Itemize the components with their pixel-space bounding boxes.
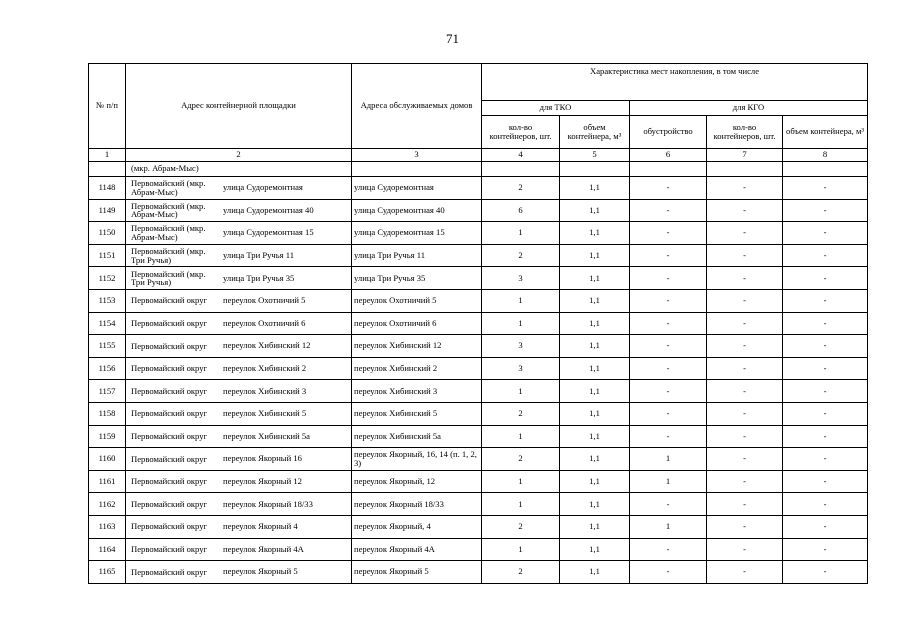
kgo-arrangement: - bbox=[630, 335, 707, 358]
tko-volume: 1,1 bbox=[560, 515, 630, 538]
address-cell bbox=[126, 425, 352, 448]
street-address: переулок Якорный 12 bbox=[223, 476, 302, 486]
column-number: 6 bbox=[630, 149, 707, 162]
column-number: 7 bbox=[707, 149, 783, 162]
district-label: (мкр. Абрам-Мыс) bbox=[131, 163, 199, 174]
address-cell bbox=[126, 177, 352, 200]
page-number: 71 bbox=[446, 31, 459, 46]
street-address: улица Три Ручья 35 bbox=[223, 272, 295, 283]
row-number: 1153 bbox=[89, 289, 126, 312]
tko-volume: 1,1 bbox=[560, 493, 630, 516]
kgo-count: - bbox=[707, 335, 783, 358]
district-label: Первомайский округ bbox=[131, 431, 208, 442]
tko-count: 1 bbox=[482, 538, 560, 561]
row-number: 1154 bbox=[89, 312, 126, 335]
kgo-count: - bbox=[707, 177, 783, 200]
street-address: переулок Якорный 5 bbox=[223, 566, 298, 577]
tko-count: 2 bbox=[482, 561, 560, 584]
row-number: 1158 bbox=[89, 402, 126, 425]
district-label: Первомайский округ bbox=[131, 408, 208, 419]
district-label: Первомайский округ bbox=[131, 566, 208, 577]
kgo-volume: - bbox=[783, 402, 868, 425]
table-row bbox=[89, 561, 868, 584]
district-label: Первомайский (мкр. Три Ручья) bbox=[131, 245, 206, 265]
row-number: 1163 bbox=[89, 515, 126, 538]
row-number: 1151 bbox=[89, 244, 126, 267]
kgo-count: - bbox=[707, 448, 783, 471]
kgo-count: - bbox=[707, 380, 783, 403]
kgo-count: - bbox=[707, 561, 783, 584]
kgo-volume: - bbox=[783, 222, 868, 245]
table-row bbox=[89, 493, 868, 516]
kgo-arrangement: - bbox=[630, 267, 707, 290]
district-label: Первомайский округ bbox=[131, 385, 208, 396]
district-label: Первомайский (мкр. Три Ручья) bbox=[131, 268, 206, 288]
header-kgo-count: кол-во контейнеров, шт. bbox=[707, 116, 783, 149]
address-cell bbox=[126, 267, 352, 290]
column-number: 5 bbox=[560, 149, 630, 162]
header-tko-volume: объем контейнера, м³ bbox=[560, 116, 630, 149]
kgo-arrangement: - bbox=[630, 380, 707, 403]
address-cell bbox=[126, 470, 352, 493]
kgo-count: - bbox=[707, 515, 783, 538]
tko-volume: 1,1 bbox=[560, 470, 630, 493]
kgo-arrangement: - bbox=[630, 425, 707, 448]
kgo-count: - bbox=[707, 470, 783, 493]
row-number: 1156 bbox=[89, 357, 126, 380]
table-row bbox=[89, 380, 868, 403]
kgo-arrangement: - bbox=[630, 199, 707, 222]
address-cell bbox=[126, 335, 352, 358]
tko-volume: 1,1 bbox=[560, 335, 630, 358]
kgo-volume: - bbox=[783, 289, 868, 312]
tko-volume: 1,1 bbox=[560, 177, 630, 200]
table-row bbox=[89, 402, 868, 425]
kgo-arrangement: - bbox=[630, 177, 707, 200]
header-kgo-volume: объем контейнера, м³ bbox=[783, 116, 868, 149]
kgo-volume: - bbox=[783, 470, 868, 493]
header-served-houses: Адреса обслуживаемых домов bbox=[352, 64, 482, 149]
kgo-volume: - bbox=[783, 538, 868, 561]
tko-count: 2 bbox=[482, 177, 560, 200]
district-label: Первомайский (мкр. Абрам-Мыс) bbox=[131, 223, 206, 242]
tko-volume: 1,1 bbox=[560, 425, 630, 448]
kgo-count: - bbox=[707, 199, 783, 222]
header-kgo-arrangement: обустройство bbox=[630, 116, 707, 149]
served-houses: переулок Якорный, 12 bbox=[352, 470, 482, 493]
address-cell bbox=[126, 312, 352, 335]
table-row bbox=[89, 177, 868, 200]
kgo-count: - bbox=[707, 538, 783, 561]
street-address: переулок Якорный 4А bbox=[223, 543, 304, 554]
street-address: улица Судоремонтная 15 bbox=[223, 227, 314, 238]
column-number: 8 bbox=[783, 149, 868, 162]
tko-count: 2 bbox=[482, 515, 560, 538]
district-label: Первомайский округ bbox=[131, 544, 208, 554]
row-number: 1165 bbox=[89, 561, 126, 584]
street-address: улица Судоремонтная 40 bbox=[223, 204, 314, 215]
tko-count: 1 bbox=[482, 493, 560, 516]
table-row bbox=[89, 515, 868, 538]
tko-volume: 1,1 bbox=[560, 380, 630, 403]
kgo-volume: - bbox=[783, 493, 868, 516]
tko-volume: 1,1 bbox=[560, 312, 630, 335]
served-houses: переулок Охотничий 5 bbox=[352, 289, 482, 312]
table-row bbox=[89, 335, 868, 358]
header-address: Адрес контейнерной площадки bbox=[126, 64, 352, 149]
served-houses: улица Судоремонтная bbox=[352, 177, 482, 200]
tko-count: 1 bbox=[482, 425, 560, 448]
kgo-count: - bbox=[707, 222, 783, 245]
row-number: 1162 bbox=[89, 493, 126, 516]
street-address: переулок Хибинский 5а bbox=[223, 430, 310, 441]
address-cell bbox=[126, 538, 352, 561]
street-address: улица Судоремонтная bbox=[223, 182, 303, 193]
tko-count: 3 bbox=[482, 357, 560, 380]
column-number: 3 bbox=[352, 149, 482, 162]
served-houses: улица Три Ручья 11 bbox=[352, 244, 482, 267]
row-number: 1159 bbox=[89, 425, 126, 448]
address-cell bbox=[126, 222, 352, 245]
served-houses: переулок Хибинский 5 bbox=[352, 402, 482, 425]
district-label: Первомайский округ bbox=[131, 363, 208, 374]
street-address: переулок Хибинский 5 bbox=[223, 408, 307, 419]
tko-volume: 1,1 bbox=[560, 448, 630, 471]
table-row bbox=[89, 470, 868, 493]
kgo-count: - bbox=[707, 289, 783, 312]
tko-count: 6 bbox=[482, 199, 560, 222]
kgo-arrangement: - bbox=[630, 244, 707, 267]
served-houses: переулок Хибинский 2 bbox=[352, 357, 482, 380]
column-numbers-row bbox=[89, 149, 868, 162]
kgo-volume: - bbox=[783, 561, 868, 584]
header-tko-count: кол-во контейнеров, шт. bbox=[482, 116, 560, 149]
tko-count: 1 bbox=[482, 312, 560, 335]
served-houses: переулок Хибинский 5а bbox=[352, 425, 482, 448]
district-label: Первомайский округ bbox=[131, 476, 208, 487]
kgo-arrangement: - bbox=[630, 493, 707, 516]
tko-volume: 1,1 bbox=[560, 222, 630, 245]
table-row bbox=[89, 357, 868, 380]
street-address: переулок Хибинский 12 bbox=[223, 340, 311, 351]
kgo-count: - bbox=[707, 357, 783, 380]
header-kgo: для КГО bbox=[630, 101, 868, 116]
row-number: 1152 bbox=[89, 267, 126, 290]
kgo-arrangement: 1 bbox=[630, 470, 707, 493]
tko-count: 1 bbox=[482, 470, 560, 493]
address-cell bbox=[126, 357, 352, 380]
row-number: 1160 bbox=[89, 448, 126, 471]
kgo-arrangement: - bbox=[630, 561, 707, 584]
address-cell bbox=[126, 493, 352, 516]
tko-volume: 1,1 bbox=[560, 267, 630, 290]
street-address: переулок Хибинский 3 bbox=[223, 385, 307, 396]
column-number: 1 bbox=[89, 149, 126, 162]
table-row bbox=[89, 312, 868, 335]
tko-count: 1 bbox=[482, 289, 560, 312]
row-number: 1161 bbox=[89, 470, 126, 493]
kgo-arrangement: - bbox=[630, 357, 707, 380]
kgo-arrangement: 1 bbox=[630, 515, 707, 538]
table-row bbox=[89, 244, 868, 267]
table-row bbox=[89, 289, 868, 312]
street-address: улица Три Ручья 11 bbox=[223, 250, 295, 261]
tko-count: 2 bbox=[482, 448, 560, 471]
row-number: 1148 bbox=[89, 177, 126, 200]
table-row bbox=[89, 199, 868, 222]
served-houses: улица Судоремонтная 15 bbox=[352, 222, 482, 245]
kgo-volume: - bbox=[783, 335, 868, 358]
kgo-volume: - bbox=[783, 425, 868, 448]
row-number: 1150 bbox=[89, 222, 126, 245]
district-label: Первомайский округ bbox=[131, 318, 208, 329]
kgo-volume: - bbox=[783, 244, 868, 267]
row-number: 1164 bbox=[89, 538, 126, 561]
served-houses: переулок Якорный 4А bbox=[352, 538, 482, 561]
tko-count: 2 bbox=[482, 402, 560, 425]
kgo-volume: - bbox=[783, 199, 868, 222]
kgo-count: - bbox=[707, 244, 783, 267]
served-houses: переулок Хибинский 3 bbox=[352, 380, 482, 403]
table-row bbox=[89, 448, 868, 471]
kgo-count: - bbox=[707, 402, 783, 425]
street-address: переулок Хибинский 2 bbox=[223, 363, 307, 374]
kgo-volume: - bbox=[783, 380, 868, 403]
served-houses: переулок Якорный 5 bbox=[352, 561, 482, 584]
continued-row bbox=[89, 162, 868, 177]
served-houses: переулок Якорный, 16, 14 (п. 1, 2, 3) bbox=[352, 448, 482, 471]
kgo-count: - bbox=[707, 267, 783, 290]
table-header bbox=[89, 64, 868, 162]
kgo-arrangement: - bbox=[630, 402, 707, 425]
table-body bbox=[89, 162, 868, 584]
row-number: 1149 bbox=[89, 199, 126, 222]
kgo-volume: - bbox=[783, 267, 868, 290]
district-label: Первомайский округ bbox=[131, 295, 208, 306]
kgo-volume: - bbox=[783, 312, 868, 335]
container-sites-table bbox=[88, 63, 868, 584]
street-address: переулок Якорный 4 bbox=[223, 521, 298, 532]
column-number: 2 bbox=[126, 149, 352, 162]
address-cell bbox=[126, 515, 352, 538]
kgo-arrangement: - bbox=[630, 222, 707, 245]
district-label: Первомайский округ bbox=[131, 498, 208, 509]
kgo-arrangement: - bbox=[630, 538, 707, 561]
address-cell bbox=[126, 448, 352, 471]
tko-volume: 1,1 bbox=[560, 199, 630, 222]
table-row bbox=[89, 538, 868, 561]
tko-volume: 1,1 bbox=[560, 402, 630, 425]
district-label: Первомайский округ bbox=[131, 340, 208, 351]
column-number: 4 bbox=[482, 149, 560, 162]
kgo-volume: - bbox=[783, 515, 868, 538]
kgo-arrangement: 1 bbox=[630, 448, 707, 471]
tko-volume: 1,1 bbox=[560, 561, 630, 584]
tko-volume: 1,1 bbox=[560, 244, 630, 267]
street-address: переулок Охотничий 6 bbox=[223, 317, 306, 328]
kgo-arrangement: - bbox=[630, 312, 707, 335]
served-houses: переулок Якорный 18/33 bbox=[352, 493, 482, 516]
address-cell bbox=[126, 402, 352, 425]
district-label: Первомайский (мкр. Абрам-Мыс) bbox=[131, 200, 206, 220]
address-cell bbox=[126, 561, 352, 584]
kgo-volume: - bbox=[783, 177, 868, 200]
served-houses: улица Три Ручья 35 bbox=[352, 267, 482, 290]
address-cell bbox=[126, 199, 352, 222]
tko-volume: 1,1 bbox=[560, 289, 630, 312]
tko-count: 3 bbox=[482, 267, 560, 290]
kgo-count: - bbox=[707, 312, 783, 335]
kgo-volume: - bbox=[783, 448, 868, 471]
tko-count: 1 bbox=[482, 222, 560, 245]
served-houses: переулок Якорный, 4 bbox=[352, 515, 482, 538]
tko-count: 2 bbox=[482, 244, 560, 267]
served-houses: переулок Хибинский 12 bbox=[352, 335, 482, 358]
street-address: переулок Якорный 16 bbox=[223, 453, 302, 464]
kgo-volume: - bbox=[783, 357, 868, 380]
tko-count: 3 bbox=[482, 335, 560, 358]
table-row bbox=[89, 425, 868, 448]
address-cell bbox=[126, 380, 352, 403]
address-cell bbox=[126, 289, 352, 312]
district-label: Первомайский округ bbox=[131, 521, 208, 532]
kgo-count: - bbox=[707, 425, 783, 448]
served-houses: улица Судоремонтная 40 bbox=[352, 199, 482, 222]
kgo-count: - bbox=[707, 493, 783, 516]
tko-count: 1 bbox=[482, 380, 560, 403]
district-label: Первомайский округ bbox=[131, 453, 208, 464]
tko-volume: 1,1 bbox=[560, 357, 630, 380]
tko-volume: 1,1 bbox=[560, 538, 630, 561]
district-label: Первомайский (мкр. Абрам-Мыс) bbox=[131, 178, 206, 197]
served-houses: переулок Охотничий 6 bbox=[352, 312, 482, 335]
kgo-arrangement: - bbox=[630, 289, 707, 312]
address-cell bbox=[126, 244, 352, 267]
table-row bbox=[89, 222, 868, 245]
table-row bbox=[89, 267, 868, 290]
street-address: переулок Охотничий 5 bbox=[223, 295, 306, 306]
header-tko: для ТКО bbox=[482, 101, 630, 116]
header-number: № п/п bbox=[89, 64, 126, 149]
row-number: 1157 bbox=[89, 380, 126, 403]
street-address: переулок Якорный 18/33 bbox=[223, 498, 313, 509]
header-characteristics: Характеристика мест накопления, в том числе bbox=[482, 64, 868, 101]
row-number: 1155 bbox=[89, 335, 126, 358]
